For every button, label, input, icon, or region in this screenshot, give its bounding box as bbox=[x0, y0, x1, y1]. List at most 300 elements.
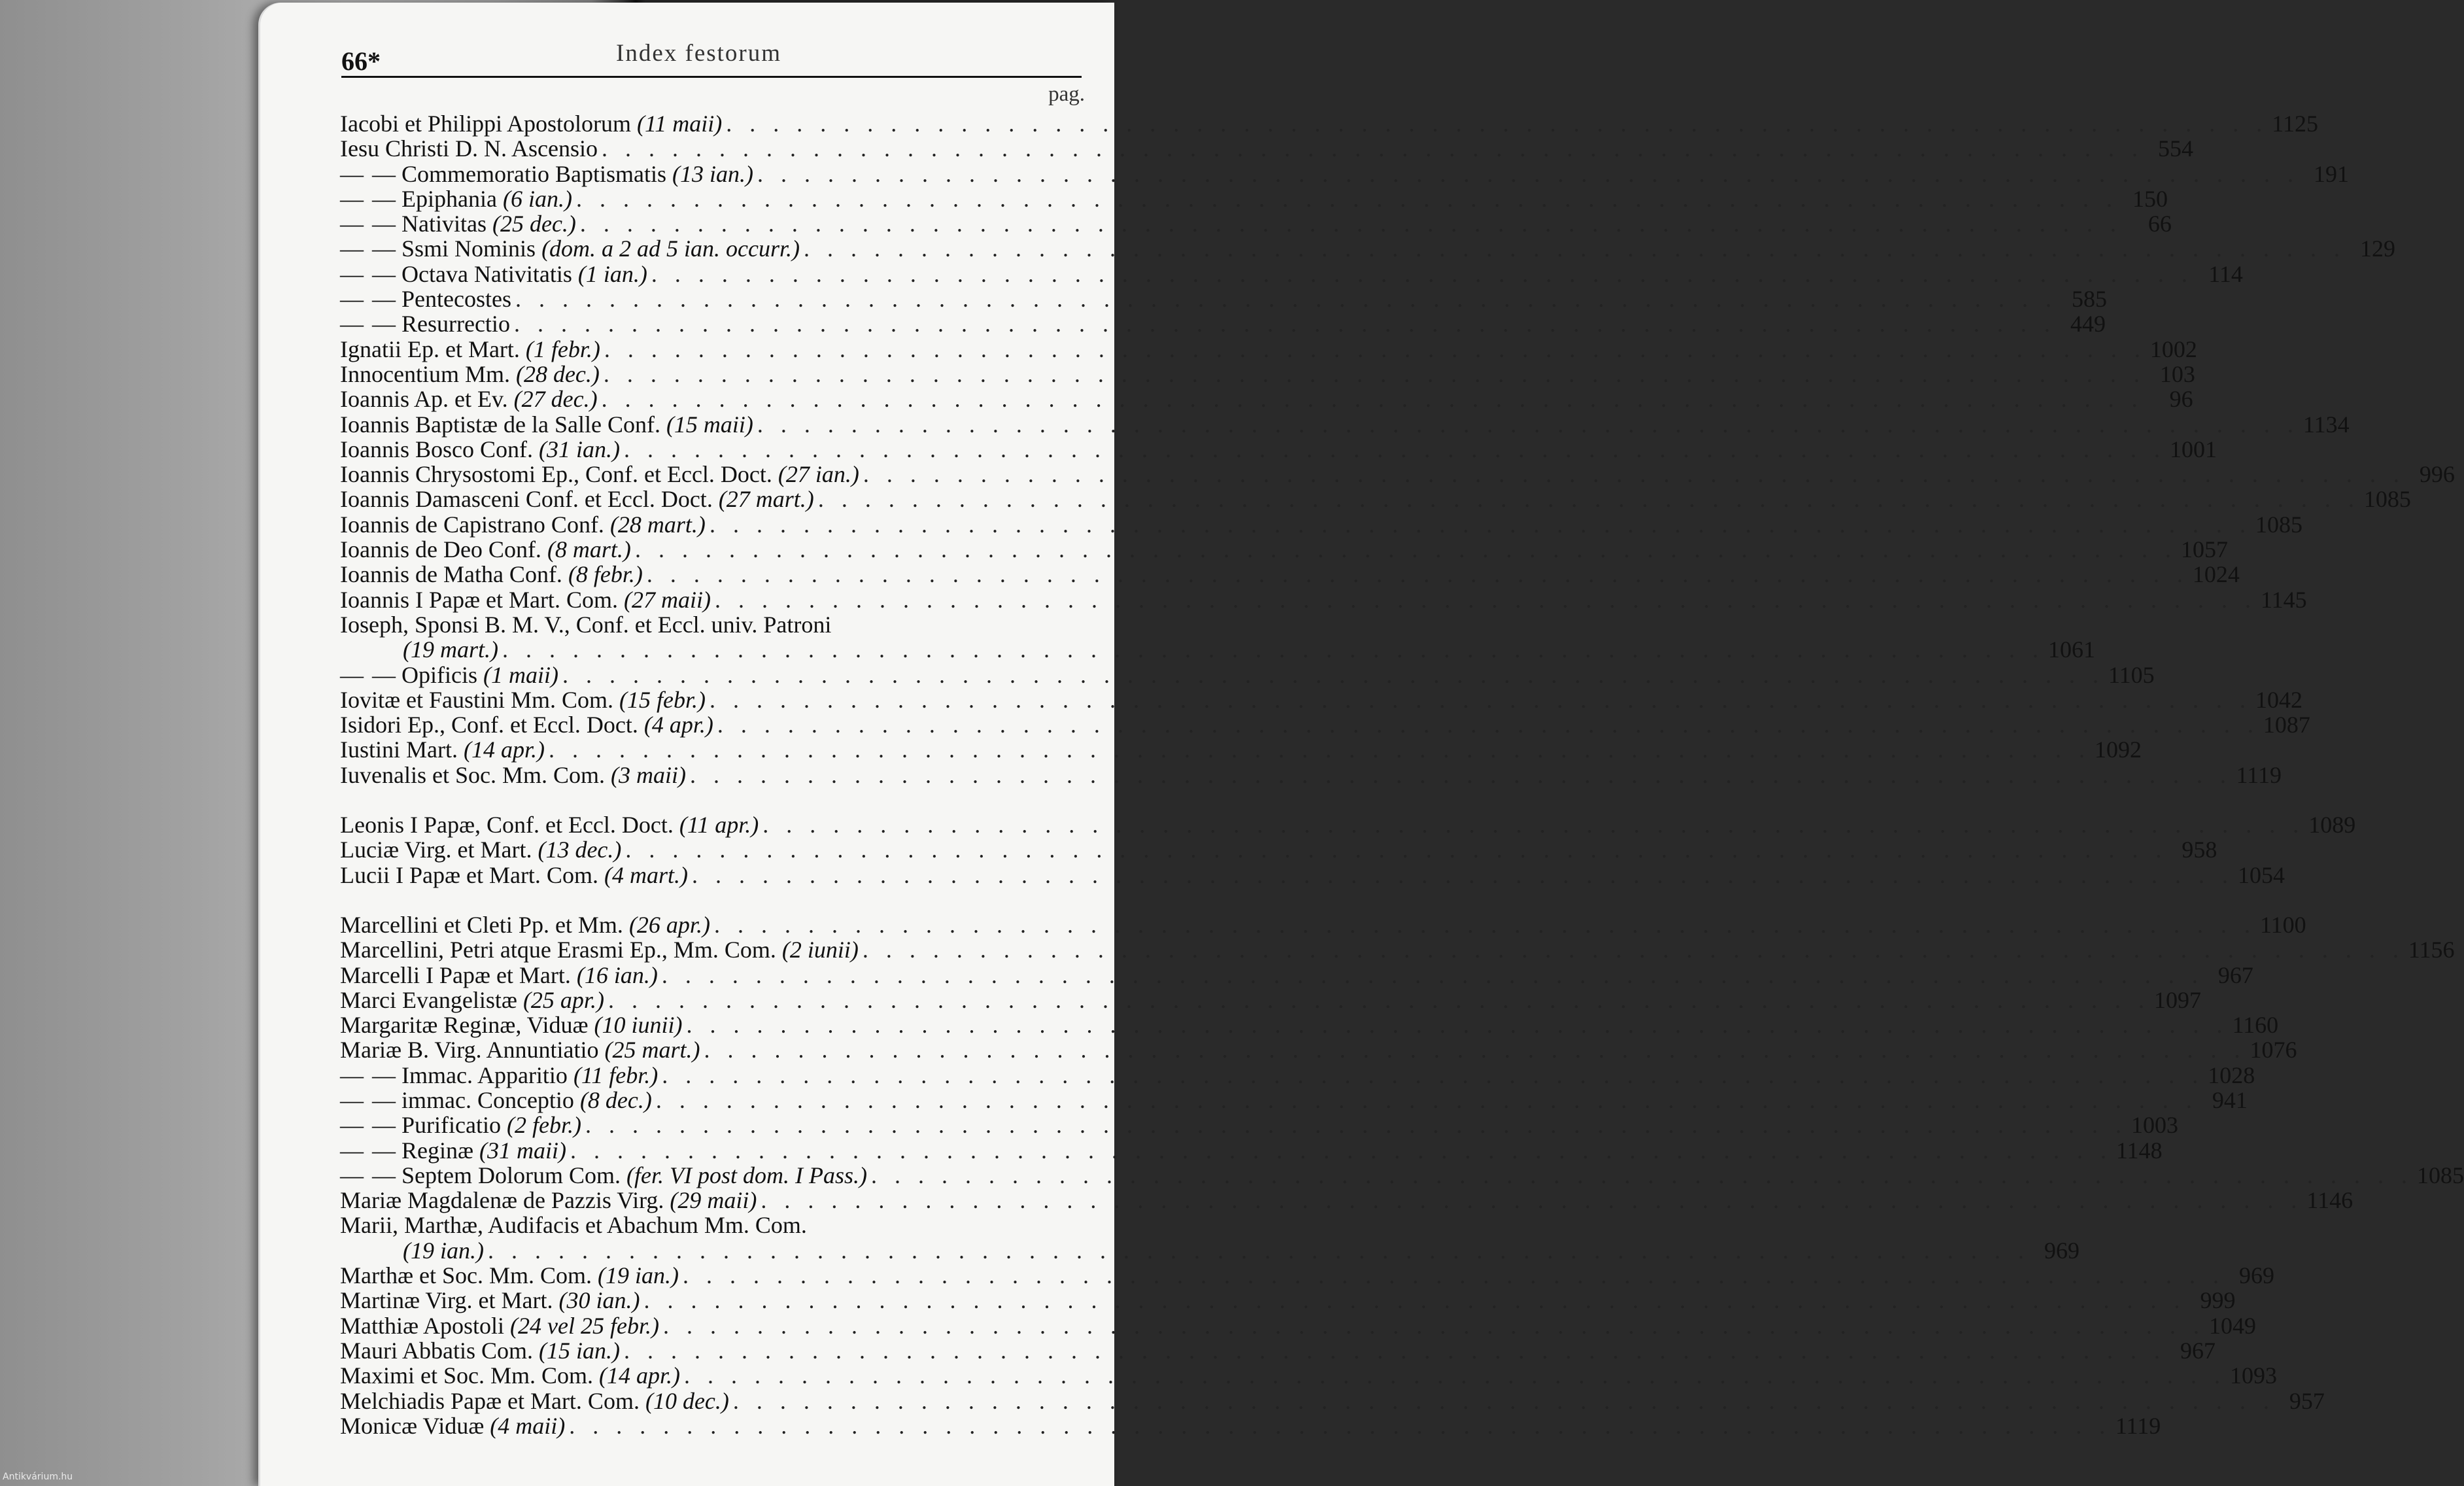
entry-name: Maximi et Soc. Mm. Com. bbox=[340, 1362, 593, 1389]
entry-date: (25 dec.) bbox=[492, 211, 576, 237]
entry-name: Purificatio bbox=[402, 1112, 501, 1139]
entry-text bbox=[340, 1213, 807, 1237]
entry-date: (3 maii) bbox=[610, 761, 686, 788]
dot-leader bbox=[700, 1037, 2250, 1062]
index-entry bbox=[340, 561, 2240, 588]
entry-name: Resurrectio bbox=[402, 311, 510, 337]
index-entry bbox=[340, 1012, 2279, 1039]
entry-date: (4 mart.) bbox=[604, 861, 688, 888]
dot-leader bbox=[598, 136, 2147, 161]
entry-page-number: 191 bbox=[2313, 160, 2349, 187]
dot-leader bbox=[859, 937, 2408, 962]
entry-name: Marthæ et Soc. Mm. Com. bbox=[340, 1262, 592, 1289]
entry-date: (4 maii) bbox=[490, 1412, 566, 1439]
entry-page-number: 958 bbox=[2182, 837, 2217, 863]
entry-text bbox=[340, 1288, 640, 1313]
entry-text bbox=[340, 612, 831, 637]
index-entry bbox=[340, 812, 2356, 838]
entry-text bbox=[340, 437, 620, 462]
entry-text bbox=[340, 812, 759, 837]
entry-page-number: 996 bbox=[2419, 461, 2455, 488]
entry-text bbox=[340, 1389, 729, 1413]
ditto-dash: — — bbox=[340, 1162, 397, 1188]
entry-date: (30 ian.) bbox=[558, 1287, 640, 1314]
entry-name: Iuvenalis et Soc. Mm. Com. bbox=[340, 761, 605, 788]
entry-date: (11 febr.) bbox=[573, 1062, 659, 1088]
dot-leader bbox=[753, 162, 2303, 186]
index-entry bbox=[340, 260, 2243, 287]
entry-name: Margaritæ Reginæ, Viduæ bbox=[340, 1012, 589, 1039]
index-entry bbox=[340, 111, 2318, 137]
entry-page-number: 1105 bbox=[2108, 661, 2155, 688]
dot-leader bbox=[688, 863, 2238, 888]
dot-leader bbox=[706, 687, 2255, 712]
entry-name: Ioannis Bosco Conf. bbox=[340, 436, 533, 462]
index-entry bbox=[340, 486, 2411, 513]
ditto-dash: — — bbox=[340, 286, 397, 313]
entry-text bbox=[340, 1163, 867, 1188]
entry-page-number: 103 bbox=[2159, 360, 2195, 387]
entry-name: Luciæ Virg. et Mart. bbox=[340, 837, 532, 863]
entry-text bbox=[340, 537, 631, 562]
index-entry bbox=[340, 1287, 2236, 1314]
index-entry bbox=[340, 160, 2349, 187]
entry-page-number: 1054 bbox=[2237, 861, 2285, 888]
dot-leader bbox=[757, 1188, 2306, 1213]
entry-date: (15 ian.) bbox=[539, 1337, 620, 1364]
entry-name: Ioannis de Capistrano Conf. bbox=[340, 511, 604, 538]
index-entry bbox=[340, 211, 2172, 237]
entry-page-number: 967 bbox=[2217, 961, 2253, 988]
dot-leader bbox=[711, 587, 2261, 612]
entry-date: (dom. a 2 ad 5 ian. occurr.) bbox=[541, 235, 800, 262]
dot-leader bbox=[859, 462, 2409, 487]
index-entry bbox=[340, 1237, 2079, 1264]
entry-name: Lucii I Papæ et Mart. Com. bbox=[340, 861, 598, 888]
entry-name: Ignatii Ep. et Mart. bbox=[340, 336, 520, 362]
entry-name: Ioannis I Papæ et Mart. Com. bbox=[340, 586, 618, 613]
entry-name: immac. Conceptio bbox=[402, 1086, 574, 1113]
entry-page-number: 1119 bbox=[2115, 1412, 2161, 1439]
entry-page-number: 1100 bbox=[2259, 911, 2306, 938]
entry-text bbox=[340, 963, 658, 988]
entry-text bbox=[340, 1138, 566, 1163]
dot-leader bbox=[683, 1012, 2233, 1037]
entry-date: (31 maii) bbox=[479, 1137, 566, 1164]
dot-leader bbox=[680, 1363, 2230, 1388]
entry-date: (10 dec.) bbox=[645, 1387, 729, 1414]
entry-page-number: 1042 bbox=[2255, 686, 2303, 713]
entry-text bbox=[340, 311, 510, 336]
entry-text bbox=[340, 912, 710, 937]
index-entry bbox=[340, 1187, 2353, 1214]
entry-date: (1 maii) bbox=[483, 661, 558, 688]
entry-name: Ioseph, Sponsi B. M. V., Conf. et Eccl. univ. Patroni bbox=[340, 611, 832, 638]
entry-page-number: 1085 bbox=[2416, 1162, 2464, 1188]
entry-name: Ssmi Nominis bbox=[402, 235, 536, 262]
index-entry bbox=[340, 436, 2217, 462]
entry-page-number: 1049 bbox=[2208, 1312, 2256, 1339]
entry-text bbox=[340, 1363, 680, 1388]
entry-date: (11 maii) bbox=[636, 111, 723, 137]
entry-page-number: 1125 bbox=[2272, 111, 2318, 137]
entry-page-number: 1057 bbox=[2180, 536, 2228, 563]
dot-leader bbox=[640, 1288, 2189, 1313]
entry-text bbox=[340, 1012, 683, 1037]
entry-text bbox=[340, 687, 706, 712]
dot-leader bbox=[484, 1238, 2034, 1263]
index-entry bbox=[340, 661, 2155, 688]
entry-date: (24 vel 25 febr.) bbox=[510, 1312, 659, 1339]
entry-date: (27 dec.) bbox=[513, 386, 598, 413]
entry-date: (10 iunii) bbox=[594, 1012, 683, 1039]
dot-leader bbox=[621, 837, 2171, 862]
index-entry bbox=[340, 135, 2193, 162]
index-entry bbox=[340, 1337, 2216, 1364]
index-entry bbox=[340, 736, 2142, 763]
entry-text bbox=[340, 837, 621, 862]
entry-name: Mauri Abbatis Com. bbox=[340, 1337, 533, 1364]
entry-text bbox=[340, 562, 643, 587]
dot-leader bbox=[511, 286, 2061, 311]
index-entry bbox=[340, 712, 2310, 738]
index-entry bbox=[340, 235, 2396, 262]
entry-page-number: 150 bbox=[2132, 185, 2168, 212]
entry-page-number: 969 bbox=[2044, 1237, 2079, 1264]
ditto-dash: — — bbox=[340, 185, 397, 212]
entry-page-number: 1156 bbox=[2408, 937, 2455, 963]
index-entry bbox=[340, 1312, 2256, 1339]
entry-text bbox=[340, 863, 688, 888]
entry-page-number: 554 bbox=[2157, 135, 2193, 162]
entry-text bbox=[340, 111, 722, 136]
index-entry bbox=[340, 1112, 2178, 1139]
entry-name: Immac. Apparitio bbox=[402, 1062, 568, 1088]
dot-leader bbox=[566, 1138, 2116, 1163]
dot-leader bbox=[643, 562, 2193, 587]
entry-text bbox=[340, 337, 600, 362]
entry-text bbox=[340, 1238, 484, 1263]
entry-date: (25 mart.) bbox=[604, 1037, 700, 1063]
entry-date: (11 apr.) bbox=[679, 812, 759, 838]
entry-text bbox=[340, 1113, 581, 1137]
ditto-dash: — — bbox=[340, 311, 397, 337]
entry-text bbox=[340, 663, 558, 687]
entry-text bbox=[340, 637, 498, 662]
dot-leader bbox=[558, 663, 2108, 687]
index-entry bbox=[340, 1387, 2325, 1414]
index-entry bbox=[340, 461, 2455, 488]
dot-leader bbox=[498, 637, 2048, 662]
entry-text bbox=[340, 1063, 658, 1088]
entry-text bbox=[340, 712, 713, 737]
entry-text bbox=[340, 988, 604, 1012]
entry-page-number: 1119 bbox=[2236, 761, 2282, 788]
dot-leader bbox=[658, 963, 2208, 988]
entry-name: Martinæ Virg. et Mart. bbox=[340, 1287, 553, 1314]
entry-date: (15 febr.) bbox=[619, 686, 706, 713]
entry-date: (25 apr.) bbox=[522, 986, 604, 1013]
index-entry bbox=[340, 911, 2306, 938]
entry-name: Iovitæ et Faustini Mm. Com. bbox=[340, 686, 614, 713]
entry-page-number: 999 bbox=[2200, 1287, 2236, 1314]
entry-page-number: 1003 bbox=[2130, 1112, 2178, 1139]
entry-date: (8 febr.) bbox=[568, 561, 643, 588]
entry-text bbox=[340, 512, 706, 537]
dot-leader bbox=[729, 1389, 2279, 1413]
index-entry bbox=[340, 185, 2168, 212]
dot-leader bbox=[800, 236, 2350, 261]
ditto-dash: — — bbox=[340, 1062, 397, 1088]
entry-name: Pentecostes bbox=[402, 286, 511, 313]
dot-leader bbox=[631, 537, 2181, 562]
entry-name: Ioannis Chrysostomi Ep., Conf. et Eccl. Doct. bbox=[340, 461, 772, 488]
entry-name: Mariæ B. Virg. Annuntiatio bbox=[340, 1037, 599, 1063]
index-entry bbox=[340, 937, 2455, 963]
index-entry bbox=[340, 311, 2106, 337]
entry-date: (27 mart.) bbox=[718, 486, 814, 513]
entry-name: Marcellini, Petri atque Erasmi Ep., Mm. Com. bbox=[340, 937, 776, 963]
ditto-dash: — — bbox=[340, 1137, 397, 1164]
index-entry bbox=[340, 612, 1086, 637]
dot-leader bbox=[647, 262, 2197, 286]
dot-leader bbox=[686, 763, 2236, 787]
entry-date: (19 ian.) bbox=[598, 1262, 679, 1289]
index-entry bbox=[340, 1037, 2297, 1063]
entry-date: (13 dec.) bbox=[538, 837, 622, 863]
dot-leader bbox=[600, 337, 2150, 362]
entry-name: Ioannis de Deo Conf. bbox=[340, 536, 541, 563]
entry-name: Mariæ Magdalenæ de Pazzis Virg. bbox=[340, 1187, 664, 1214]
entry-name: Marci Evangelistæ bbox=[340, 986, 517, 1013]
entry-text bbox=[340, 362, 600, 387]
entry-page-number: 1092 bbox=[2094, 736, 2142, 763]
dot-leader bbox=[652, 1088, 2202, 1113]
dot-leader bbox=[572, 186, 2122, 211]
entry-page-number: 1001 bbox=[2169, 436, 2217, 462]
running-header bbox=[341, 39, 1082, 78]
entry-name: Melchiadis Papæ et Mart. Com. bbox=[340, 1387, 640, 1414]
index-entry bbox=[340, 861, 2285, 888]
entry-name: Commemoratio Baptismatis bbox=[402, 160, 666, 187]
entry-date: (19 mart.) bbox=[403, 636, 498, 663]
entry-date: (29 maii) bbox=[670, 1187, 757, 1214]
index-entry bbox=[340, 511, 2302, 538]
index-entry bbox=[340, 286, 2107, 313]
entry-page-number: 585 bbox=[2071, 286, 2107, 313]
entry-text bbox=[340, 162, 753, 186]
entry-text bbox=[340, 286, 511, 311]
entry-text bbox=[340, 387, 598, 411]
dot-leader bbox=[710, 912, 2260, 937]
entry-date: (2 febr.) bbox=[506, 1112, 581, 1139]
index-entry bbox=[340, 1213, 1086, 1237]
entry-page-number: 114 bbox=[2208, 260, 2243, 287]
entry-date: (8 dec.) bbox=[579, 1086, 652, 1113]
entry-text bbox=[340, 1338, 620, 1363]
entry-page-number: 1089 bbox=[2308, 812, 2356, 838]
entry-page-number: 1028 bbox=[2208, 1062, 2255, 1088]
entry-page-number: 1160 bbox=[2232, 1012, 2279, 1039]
entry-name: Nativitas bbox=[402, 211, 487, 237]
entry-date: (27 maii) bbox=[623, 586, 711, 613]
entry-text bbox=[340, 1313, 659, 1338]
ditto-dash: — — bbox=[340, 1086, 397, 1113]
index-entry bbox=[340, 961, 2253, 988]
entry-date: (31 ian.) bbox=[538, 436, 620, 462]
index-entry bbox=[340, 360, 2195, 387]
dot-leader bbox=[545, 737, 2095, 762]
ditto-dash: — — bbox=[340, 260, 397, 287]
entry-name: Innocentium Mm. bbox=[340, 360, 510, 387]
entry-date: (16 ian.) bbox=[576, 961, 658, 988]
entry-page-number: 1146 bbox=[2306, 1187, 2353, 1214]
entry-page-number: 1085 bbox=[2363, 486, 2411, 513]
entry-page-number: 967 bbox=[2180, 1337, 2216, 1364]
entry-date: (8 mart.) bbox=[547, 536, 631, 563]
entry-page-number: 1061 bbox=[2048, 636, 2095, 663]
index-entry bbox=[340, 1162, 2464, 1188]
dot-leader bbox=[706, 512, 2255, 537]
ditto-dash: — — bbox=[340, 211, 397, 237]
dot-leader bbox=[620, 1338, 2170, 1363]
dot-leader bbox=[759, 812, 2308, 837]
page-column-label: pag. bbox=[1048, 82, 1085, 106]
entry-name: Ioannis Ap. et Ev. bbox=[340, 386, 508, 413]
index-entry bbox=[340, 761, 2282, 788]
entry-page-number: 1097 bbox=[2153, 986, 2201, 1013]
dot-leader bbox=[581, 1113, 2131, 1137]
entry-text bbox=[340, 1263, 679, 1288]
entry-page-number: 1148 bbox=[2116, 1137, 2163, 1164]
entry-text bbox=[340, 262, 647, 286]
entry-page-number: 969 bbox=[2238, 1262, 2274, 1289]
entry-date: (2 iunii) bbox=[781, 937, 859, 963]
entry-name: Iustini Mart. bbox=[340, 736, 458, 763]
entry-date: (4 apr.) bbox=[643, 712, 713, 738]
entry-text bbox=[340, 462, 859, 487]
entry-text bbox=[340, 211, 576, 236]
index-entry bbox=[340, 411, 2350, 438]
index-entry bbox=[340, 1262, 2274, 1289]
entry-page-number: 1002 bbox=[2149, 336, 2197, 362]
dot-leader bbox=[565, 1413, 2115, 1438]
entry-text bbox=[340, 136, 598, 161]
dot-leader bbox=[576, 211, 2126, 236]
entry-text bbox=[340, 487, 814, 511]
index-entry bbox=[340, 1362, 2277, 1389]
index-entry bbox=[340, 686, 2303, 713]
index-entry bbox=[340, 986, 2201, 1013]
entry-text bbox=[340, 587, 711, 612]
entry-text bbox=[340, 1413, 565, 1438]
entry-name: Marii, Marthæ, Audifacis et Abachum Mm. Com. bbox=[340, 1212, 807, 1239]
entry-page-number: 1087 bbox=[2263, 712, 2310, 738]
entry-page-number: 1145 bbox=[2260, 586, 2307, 613]
entry-page-number: 449 bbox=[2070, 311, 2106, 337]
entry-text bbox=[340, 412, 753, 437]
entry-date: (19 ian.) bbox=[403, 1237, 484, 1264]
entry-page-number: 1024 bbox=[2192, 561, 2240, 588]
index-entry bbox=[340, 1412, 2161, 1439]
entry-date: (26 apr.) bbox=[628, 911, 710, 938]
entry-page-number: 1085 bbox=[2255, 511, 2302, 538]
entry-name: Marcelli I Papæ et Mart. bbox=[340, 961, 571, 988]
ditto-dash: — — bbox=[340, 160, 397, 187]
page-number: 66* bbox=[341, 46, 381, 76]
ditto-dash: — — bbox=[340, 235, 397, 262]
entry-text bbox=[340, 1188, 757, 1213]
dot-leader bbox=[604, 988, 2154, 1012]
index-entry bbox=[340, 837, 2217, 863]
index-entry bbox=[340, 636, 2095, 663]
dot-leader bbox=[867, 1163, 2417, 1188]
entry-page-number: 1076 bbox=[2250, 1037, 2297, 1063]
entry-date: (13 ian.) bbox=[672, 160, 753, 187]
index-entry bbox=[340, 586, 2307, 613]
entry-page-number: 96 bbox=[2169, 386, 2193, 413]
dot-leader bbox=[659, 1313, 2209, 1338]
dot-leader bbox=[510, 311, 2060, 336]
entry-date: (28 dec.) bbox=[515, 360, 600, 387]
entry-page-number: 957 bbox=[2289, 1387, 2325, 1414]
entry-text bbox=[340, 236, 800, 261]
index-entry bbox=[340, 386, 2193, 413]
entry-page-number: 66 bbox=[2147, 211, 2172, 237]
running-title: Index festorum bbox=[616, 40, 782, 67]
entry-text bbox=[340, 1037, 700, 1062]
entry-name: Ioannis Baptistæ de la Salle Conf. bbox=[340, 411, 660, 438]
entry-name: Opificis bbox=[402, 661, 477, 688]
entry-name: Leonis I Papæ, Conf. et Eccl. Doct. bbox=[340, 812, 674, 838]
dot-leader bbox=[679, 1263, 2229, 1288]
entry-date: (14 apr.) bbox=[599, 1362, 680, 1389]
entry-date: (fer. VI post dom. I Pass.) bbox=[626, 1162, 867, 1188]
entry-text bbox=[340, 763, 686, 787]
entry-name: Iacobi et Philippi Apostolorum bbox=[340, 111, 631, 137]
entry-date: (27 ian.) bbox=[778, 461, 859, 488]
dot-leader bbox=[753, 412, 2303, 437]
entry-name: Marcellini et Cleti Pp. et Mm. bbox=[340, 911, 623, 938]
index-entry bbox=[340, 1062, 2255, 1088]
dot-leader bbox=[620, 437, 2170, 462]
entry-page-number: 1093 bbox=[2230, 1362, 2277, 1389]
watermark: Antikvárium.hu bbox=[3, 1472, 73, 1482]
dot-leader bbox=[658, 1063, 2208, 1088]
entry-name: Septem Dolorum Com. bbox=[402, 1162, 621, 1188]
entry-name: Ioannis de Matha Conf. bbox=[340, 561, 562, 588]
dot-leader bbox=[598, 387, 2147, 411]
entry-date: (15 maii) bbox=[666, 411, 753, 438]
index-entry bbox=[340, 1137, 2163, 1164]
dot-leader bbox=[722, 111, 2272, 136]
entry-name: Iesu Christi D. N. Ascensio bbox=[340, 135, 598, 162]
index-entries bbox=[340, 111, 2464, 1439]
entry-page-number: 941 bbox=[2212, 1086, 2248, 1113]
entry-name: Isidori Ep., Conf. et Eccl. Doct. bbox=[340, 712, 638, 738]
entry-name: Matthiæ Apostoli bbox=[340, 1312, 505, 1339]
entry-text bbox=[340, 937, 859, 962]
index-entry bbox=[340, 536, 2228, 563]
entry-name: Ioannis Damasceni Conf. et Eccl. Doct. bbox=[340, 486, 713, 513]
entry-page-number: 1134 bbox=[2302, 411, 2350, 438]
entry-date: (1 ian.) bbox=[577, 260, 647, 287]
entry-page-number: 129 bbox=[2360, 235, 2396, 262]
entry-text bbox=[340, 1088, 652, 1113]
entry-name: Reginæ bbox=[402, 1137, 474, 1164]
dot-leader bbox=[600, 362, 2149, 387]
entry-text bbox=[340, 737, 545, 762]
